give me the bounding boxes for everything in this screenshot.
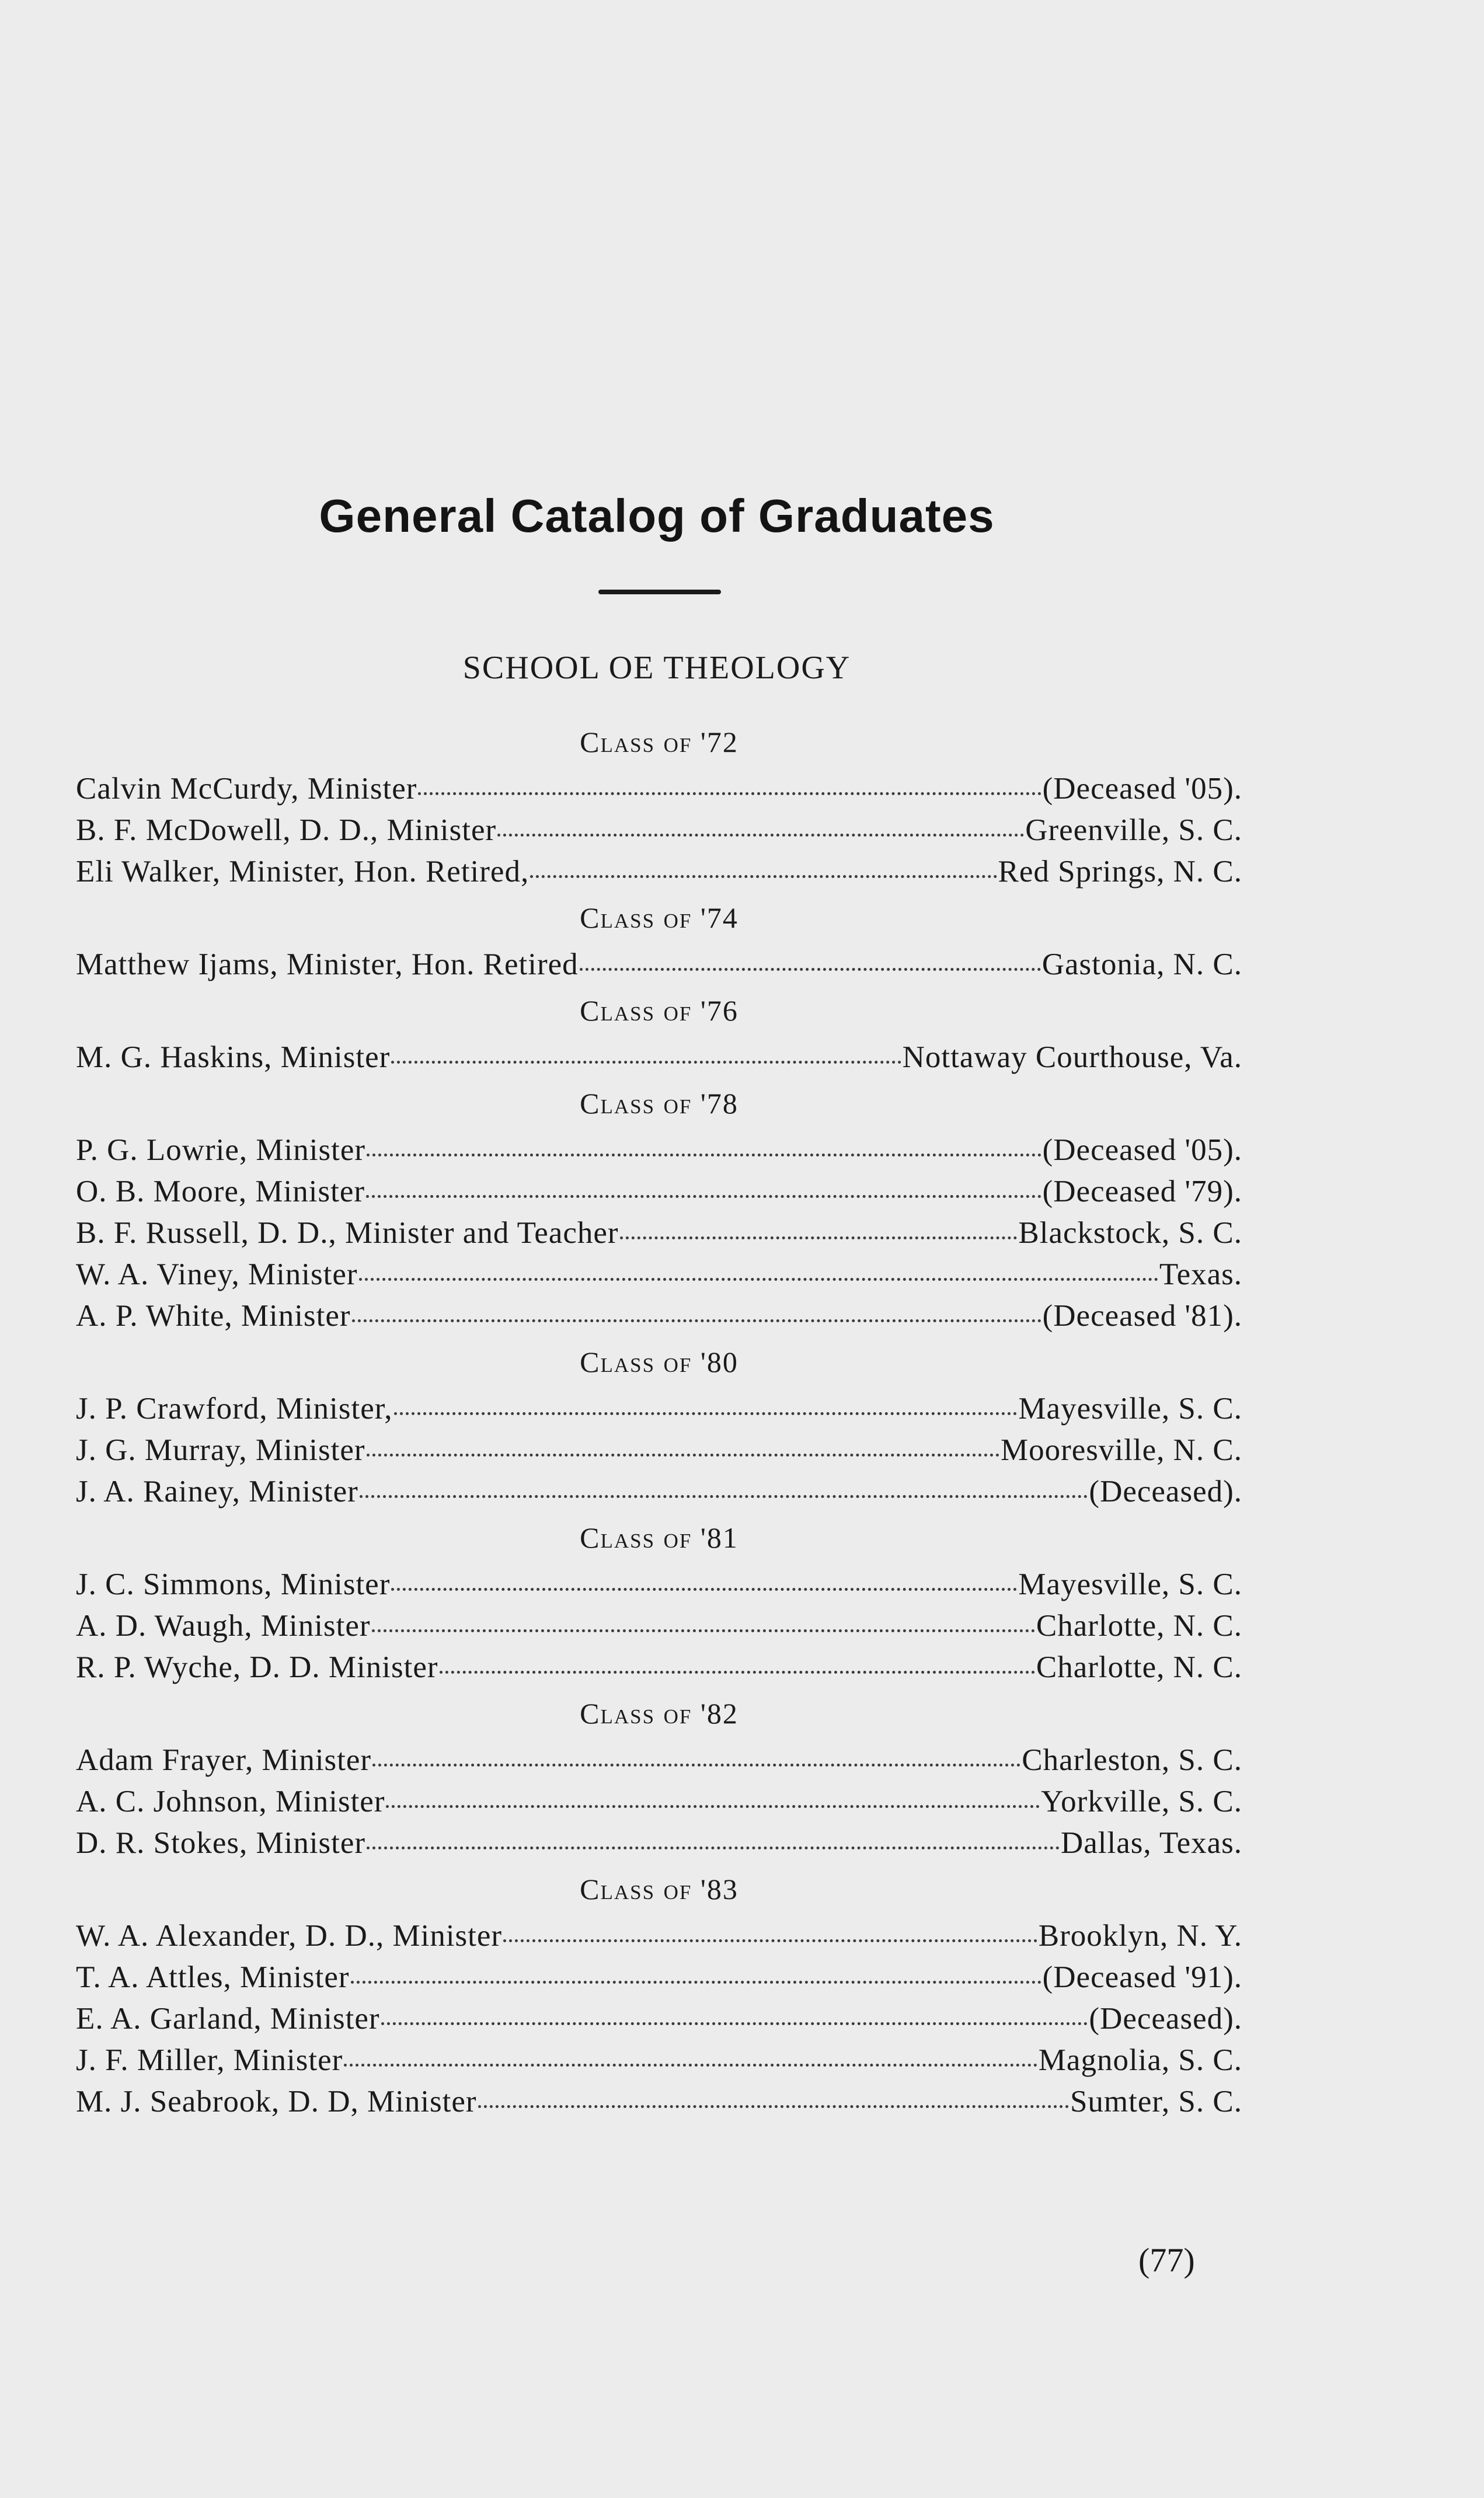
class-section-81 (76, 1520, 1242, 1688)
graduate-name: W. A. Viney, Minister (76, 1257, 358, 1291)
graduate-name: J. A. Rainey, Minister (76, 1475, 358, 1508)
graduate-name: P. G. Lowrie, Minister (76, 1133, 366, 1167)
graduate-location: Mayesville, S. C. (1018, 1392, 1242, 1426)
school-heading: SCHOOL OE THEOLOGY (462, 650, 851, 686)
dot-leader (360, 1495, 1088, 1498)
graduate-location: (Deceased). (1089, 2002, 1242, 2036)
graduate-name: Calvin McCurdy, Minister (76, 772, 417, 806)
graduate-location: Charlotte, N. C. (1036, 1609, 1242, 1643)
graduate-name: Eli Walker, Minister, Hon. Retired, (76, 855, 529, 889)
graduate-location: Dallas, Texas. (1060, 1826, 1242, 1860)
graduate-entry (76, 1564, 1242, 1605)
graduate-location: (Deceased '05). (1042, 1133, 1242, 1167)
graduate-location: Charlotte, N. C. (1036, 1650, 1242, 1684)
graduate-entry (76, 810, 1242, 851)
dot-leader (351, 1981, 1041, 1984)
graduate-location: Sumter, S. C. (1070, 2085, 1242, 2119)
title-divider (598, 590, 721, 594)
graduate-entry (76, 1130, 1242, 1171)
class-heading: Class of '81 (580, 1521, 738, 1554)
graduate-location: (Deceased). (1089, 1475, 1242, 1508)
graduate-entry (76, 768, 1242, 810)
graduate-name: Adam Frayer, Minister (76, 1743, 372, 1777)
class-section-82 (76, 1695, 1242, 1864)
graduate-name: J. P. Crawford, Minister, (76, 1392, 393, 1426)
graduate-name: D. R. Stokes, Minister (76, 1826, 366, 1860)
dot-leader (478, 2105, 1069, 2108)
graduate-entry (76, 1388, 1242, 1430)
graduate-name: E. A. Garland, Minister (76, 2002, 380, 2036)
graduate-location: Nottaway Courthouse, Va. (902, 1040, 1242, 1074)
graduate-location: Brooklyn, N. Y. (1038, 1919, 1242, 1953)
dot-leader (367, 1154, 1041, 1156)
graduate-entry (76, 1915, 1242, 1957)
graduate-location: Texas. (1159, 1257, 1242, 1291)
graduate-name: T. A. Attles, Minister (76, 1960, 350, 1994)
graduate-name: J. F. Miller, Minister (76, 2043, 343, 2077)
class-section-72 (76, 724, 1242, 893)
graduate-entry (76, 1740, 1242, 1781)
page-title: General Catalog of Graduates (319, 490, 995, 542)
graduate-location: (Deceased '91). (1042, 1960, 1242, 1994)
dot-leader (367, 1454, 999, 1457)
dot-leader (620, 1236, 1018, 1239)
dot-leader (394, 1412, 1018, 1415)
dot-leader (391, 1588, 1017, 1591)
graduate-entry (76, 1430, 1242, 1471)
graduate-entry (76, 1647, 1242, 1688)
graduate-entry (76, 1213, 1242, 1254)
dot-leader (497, 834, 1024, 837)
graduate-entry (76, 1254, 1242, 1295)
dot-leader (386, 1805, 1040, 1808)
graduate-name: Matthew Ijams, Minister, Hon. Retired (76, 947, 579, 981)
class-section-78 (76, 1085, 1242, 1337)
graduate-location: Charleston, S. C. (1022, 1743, 1242, 1777)
page-number: (77) (1138, 2241, 1195, 2279)
graduate-name: A. D. Waugh, Minister (76, 1609, 371, 1643)
graduate-name: M. J. Seabrook, D. D, Minister (76, 2085, 477, 2119)
graduate-name: B. F. McDowell, D. D., Minister (76, 813, 497, 847)
graduate-location: Mooresville, N. C. (1001, 1433, 1242, 1467)
graduate-name: A. P. White, Minister (76, 1299, 351, 1333)
graduate-location: Greenville, S. C. (1025, 813, 1242, 847)
dot-leader (367, 1847, 1060, 1849)
graduate-location: (Deceased '05). (1042, 772, 1242, 806)
graduate-name: J. G. Murray, Minister (76, 1433, 365, 1467)
class-heading: Class of '72 (580, 726, 738, 758)
graduate-location: Yorkville, S. C. (1041, 1785, 1242, 1818)
dot-leader (418, 792, 1041, 795)
graduate-entry (76, 1471, 1242, 1513)
class-heading: Class of '82 (580, 1697, 738, 1730)
graduate-entry (76, 1957, 1242, 1998)
dot-leader (580, 968, 1041, 971)
dot-leader (372, 1629, 1035, 1632)
graduate-entry (76, 1781, 1242, 1823)
dot-leader (391, 1061, 901, 1064)
graduate-location: Blackstock, S. C. (1018, 1216, 1242, 1250)
graduate-name: B. F. Russell, D. D., Minister and Teacher (76, 1216, 619, 1250)
graduate-name: M. G. Haskins, Minister (76, 1040, 391, 1074)
dot-leader (352, 1319, 1041, 1322)
dot-leader (366, 1195, 1041, 1198)
graduate-location: (Deceased '81). (1042, 1299, 1242, 1333)
graduate-entry (76, 944, 1242, 985)
graduate-location: Gastonia, N. C. (1041, 947, 1242, 981)
class-section-83 (76, 1871, 1242, 2123)
class-heading: Class of '76 (580, 994, 738, 1027)
graduate-entry (76, 2040, 1242, 2081)
graduate-name: W. A. Alexander, D. D., Minister (76, 1919, 503, 1953)
graduate-location: Red Springs, N. C. (998, 855, 1242, 889)
graduate-entry (76, 1605, 1242, 1647)
dot-leader (372, 1764, 1020, 1767)
dot-leader (440, 1671, 1035, 1674)
class-section-80 (76, 1344, 1242, 1513)
graduate-entry (76, 851, 1242, 893)
graduate-name: J. C. Simmons, Minister (76, 1567, 391, 1601)
graduate-entry (76, 1171, 1242, 1213)
graduate-location: Mayesville, S. C. (1018, 1567, 1242, 1601)
graduate-location: (Deceased '79). (1042, 1175, 1242, 1208)
graduate-catalog (76, 717, 1242, 2123)
class-section-76 (76, 992, 1242, 1078)
class-heading: Class of '78 (580, 1087, 738, 1120)
graduate-name: A. C. Johnson, Minister (76, 1785, 385, 1818)
class-heading: Class of '74 (580, 901, 738, 934)
dot-leader (530, 875, 997, 878)
dot-leader (359, 1278, 1158, 1281)
graduate-entry (76, 1037, 1242, 1078)
dot-leader (503, 1939, 1037, 1942)
class-section-74 (76, 900, 1242, 985)
graduate-entry (76, 1823, 1242, 1864)
class-heading: Class of '80 (580, 1346, 738, 1378)
dot-leader (381, 2022, 1088, 2025)
graduate-name: R. P. Wyche, D. D. Minister (76, 1650, 438, 1684)
graduate-name: O. B. Moore, Minister (76, 1175, 365, 1208)
graduate-entry (76, 2081, 1242, 2123)
graduate-entry (76, 1295, 1242, 1337)
graduate-location: Magnolia, S. C. (1038, 2043, 1242, 2077)
class-heading: Class of '83 (580, 1873, 738, 1905)
graduate-entry (76, 1998, 1242, 2040)
dot-leader (344, 2064, 1037, 2067)
